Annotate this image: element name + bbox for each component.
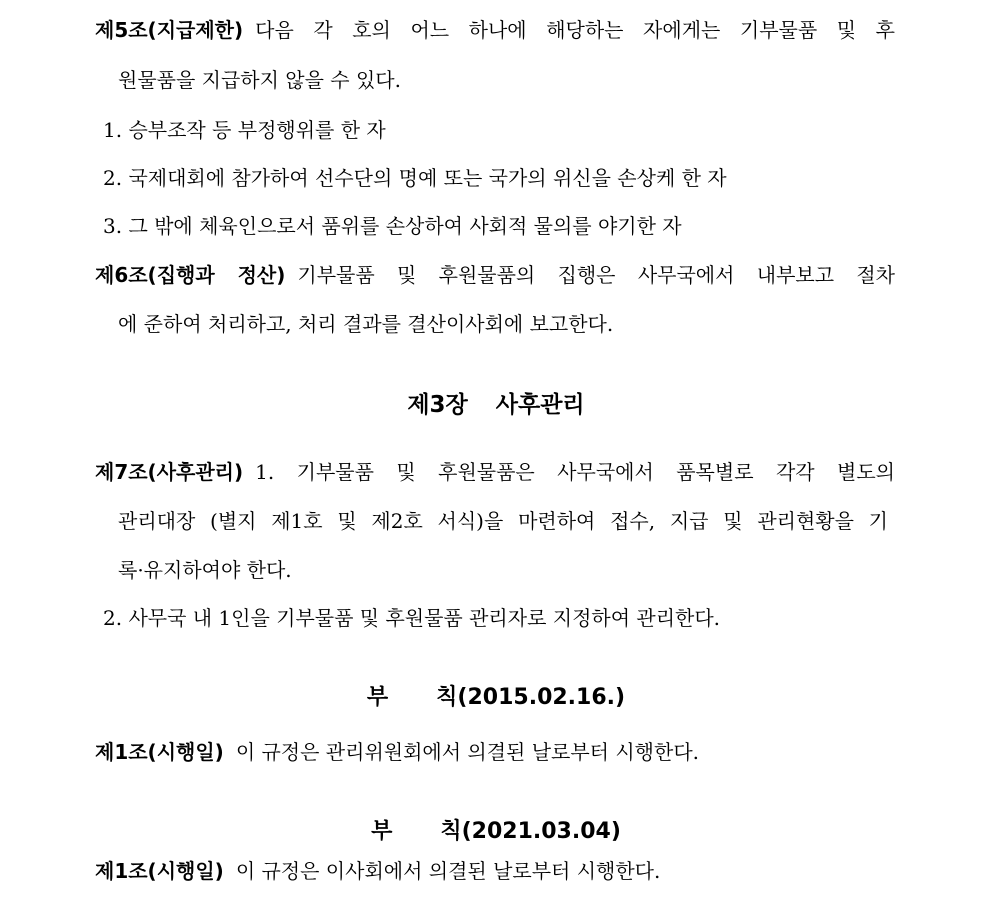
article-6-text-1: 기부물품 및 후원물품의 집행은 사무국에서 내부보고 절차 <box>297 263 895 287</box>
article-5-item-1: 1. 승부조작 등 부정행위를 한 자 <box>103 118 386 142</box>
article-5-item-2: 2. 국제대회에 참가하여 선수단의 명예 또는 국가의 위신을 손상케 한 자 <box>103 166 727 190</box>
chapter-3-number: 제3장 <box>407 392 468 418</box>
article-5-item-3: 3. 그 밖에 체육인으로서 품위를 손상하여 사회적 물의를 야기한 자 <box>103 214 682 238</box>
article-7-text-1: 1. 기부물품 및 후원물품은 사무국에서 품목별로 각각 별도의 <box>255 460 895 484</box>
article-5-label: 제5조(지급제한) <box>95 18 244 42</box>
article-6-label: 제6조(집행과 정산) <box>95 263 286 287</box>
addenda-2-word-b: 칙(2021.03.04) <box>440 819 621 844</box>
addenda-1-word-a: 부 <box>366 685 389 710</box>
addenda-1-word-b: 칙(2015.02.16.) <box>436 685 626 710</box>
addenda-1-label: 제1조(시행일) <box>95 740 224 764</box>
chapter-3-title: 사후관리 <box>495 392 585 418</box>
addenda-2-heading <box>0 817 992 847</box>
addenda-2-label: 제1조(시행일) <box>95 859 224 883</box>
article-6-text-2: 에 준하여 처리하고, 처리 결과를 결산이사회에 보고한다. <box>118 312 614 336</box>
addenda-2-text: 이 규정은 이사회에서 의결된 날로부터 시행한다. <box>235 859 661 883</box>
addenda-1-text: 이 규정은 관리위원회에서 의결된 날로부터 시행한다. <box>235 740 699 764</box>
article-7-label: 제7조(사후관리) <box>95 460 244 484</box>
addenda-1-heading <box>0 683 992 713</box>
article-5-text-2: 원물품을 지급하지 않을 수 있다. <box>118 68 401 92</box>
article-7-line-1 <box>95 457 895 487</box>
article-7-item-2: 2. 사무국 내 1인을 기부물품 및 후원물품 관리자로 지정하여 관리한다. <box>103 606 721 630</box>
addenda-1-article-1 <box>95 737 992 767</box>
addenda-2-article-1 <box>95 856 992 886</box>
chapter-3-heading <box>0 390 992 420</box>
article-7-text-2: 관리대장 (별지 제1호 및 제2호 서식)을 마련하여 접수, 지급 및 관리현황을 기 <box>118 509 888 533</box>
article-5-text-1: 다음 각 호의 어느 하나에 해당하는 자에게는 기부물품 및 후 <box>255 18 895 42</box>
article-7-text-3: 록·유지하여야 한다. <box>118 558 292 582</box>
article-6-line-1 <box>95 260 895 290</box>
article-5-line-1 <box>95 15 895 45</box>
addenda-2-word-a: 부 <box>371 819 393 844</box>
